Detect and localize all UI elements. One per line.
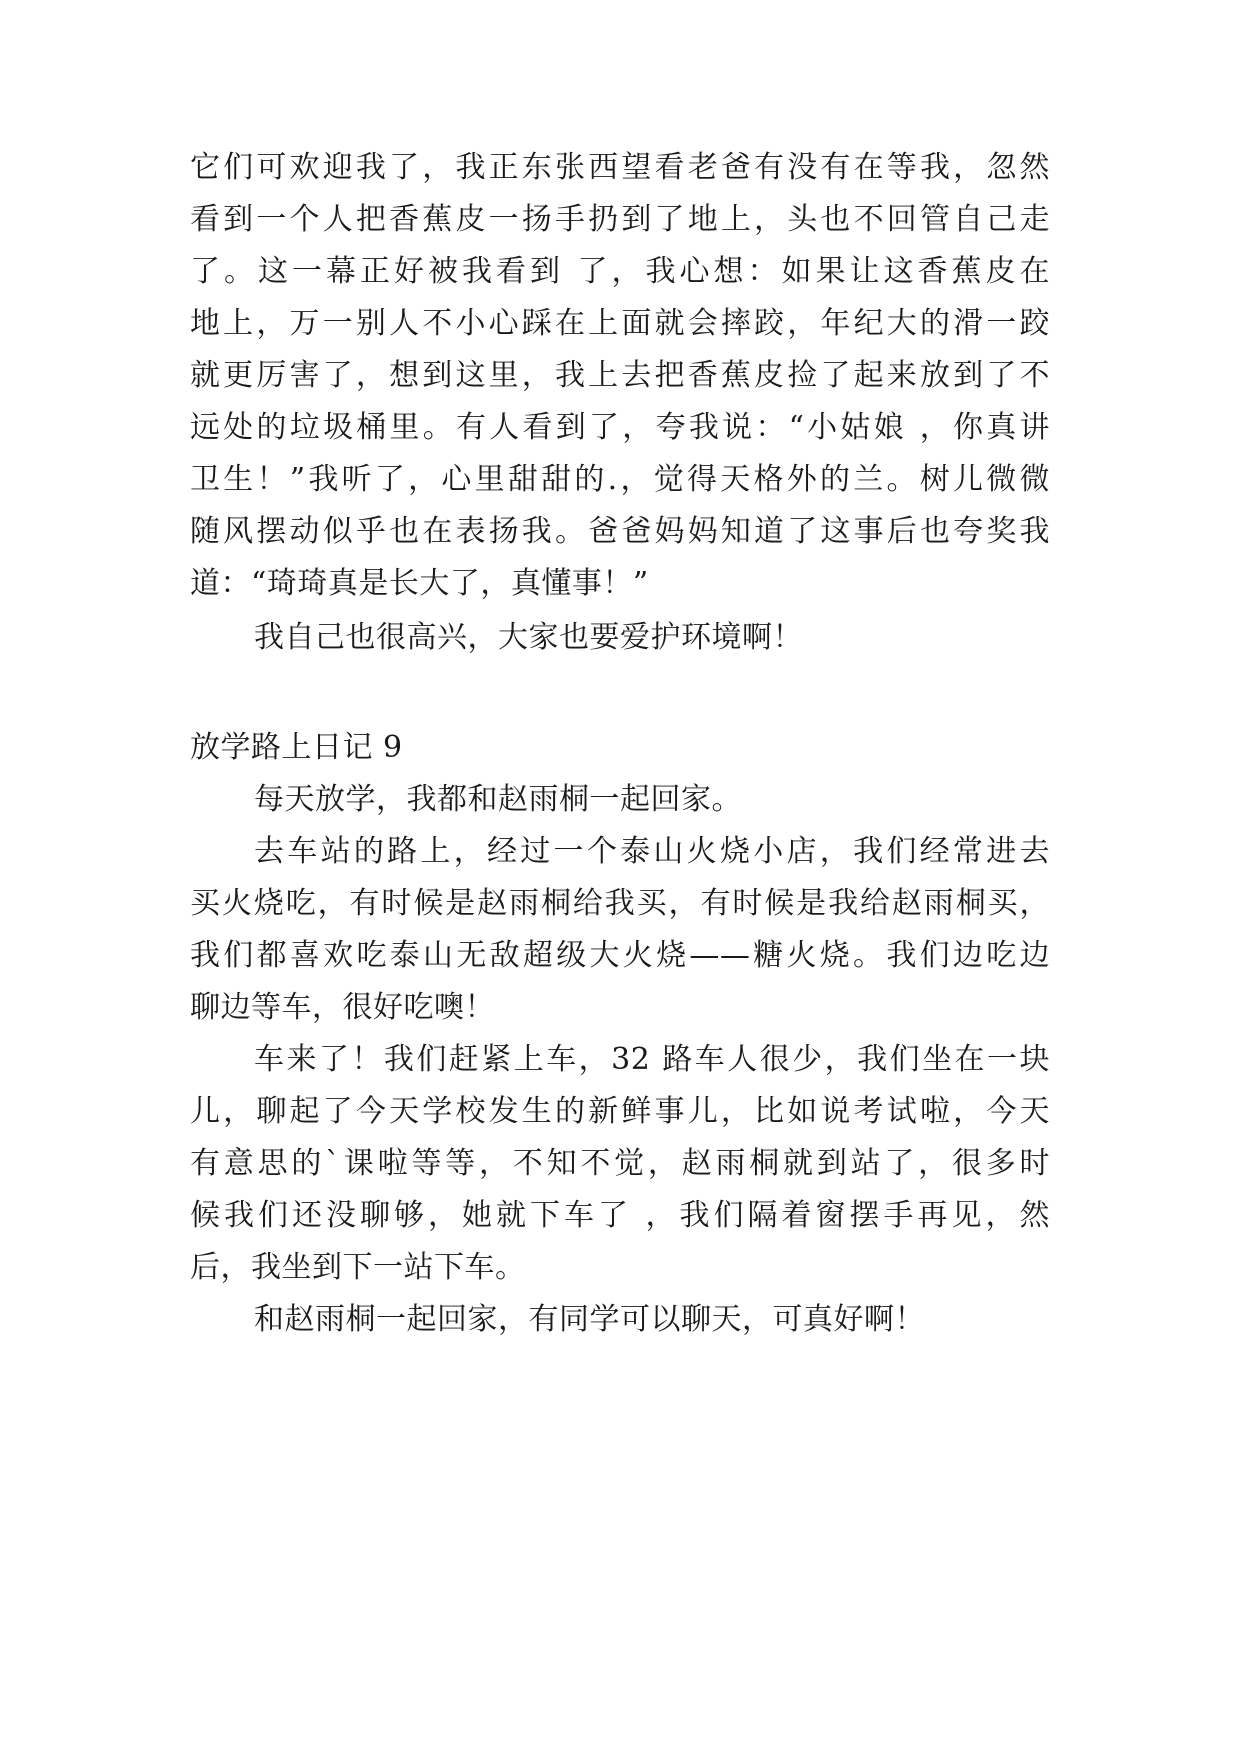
text-line: 了。这一幕正好被我看到 了，我心想：如果让这香蕉皮在 [190, 254, 1050, 289]
text-line: 卫生！”我听了，心里甜甜的.，觉得天格外的兰。树儿微微 [190, 462, 1050, 497]
text-line: 买火烧吃，有时候是赵雨桐给我买，有时候是我给赵雨桐买， [190, 886, 1050, 921]
text-line: 就更厉害了，想到这里，我上去把香蕉皮捡了起来放到了不 [190, 358, 1050, 393]
text-line: 聊边等车，很好吃噢！ [190, 990, 495, 1025]
text-line: 看到一个人把香蕉皮一扬手扔到了地上，头也不回管自己走 [190, 202, 1050, 237]
text-line: 随风摆动似乎也在表扬我。爸爸妈妈知道了这事后也夸奖我 [190, 514, 1050, 549]
section-heading: 放学路上日记 9 [190, 730, 403, 765]
text-line: 我自己也很高兴，大家也要爱护环境啊！ [254, 620, 803, 655]
text-line: 有意思的`课啦等等，不知不觉，赵雨桐就到站了，很多时 [190, 1146, 1050, 1181]
text-line: 地上，万一别人不小心踩在上面就会摔跤，年纪大的滑一跤 [190, 306, 1050, 341]
text-line: 远处的垃圾桶里。有人看到了，夸我说：“小姑娘 ，你真讲 [190, 410, 1050, 445]
text-line: 去车站的路上，经过一个泰山火烧小店，我们经常进去 [254, 834, 1050, 869]
text-line: 和赵雨桐一起回家，有同学可以聊天，可真好啊！ [254, 1302, 925, 1337]
text-line: 后，我坐到下一站下车。 [190, 1250, 526, 1285]
text-line: 候我们还没聊够，她就下车了 ，我们隔着窗摆手再见，然 [190, 1198, 1050, 1233]
text-line: 儿，聊起了今天学校发生的新鲜事儿，比如说考试啦，今天 [190, 1094, 1050, 1129]
text-line: 它们可欢迎我了，我正东张西望看老爸有没有在等我，忽然 [190, 150, 1050, 185]
text-line: 道：“琦琦真是长大了，真懂事！” [190, 566, 649, 601]
text-line: 车来了！我们赶紧上车，32 路车人很少，我们坐在一块 [254, 1042, 1050, 1077]
text-line: 我们都喜欢吃泰山无敌超级大火烧——糖火烧。我们边吃边 [190, 938, 1050, 973]
text-line: 每天放学，我都和赵雨桐一起回家。 [254, 782, 742, 817]
